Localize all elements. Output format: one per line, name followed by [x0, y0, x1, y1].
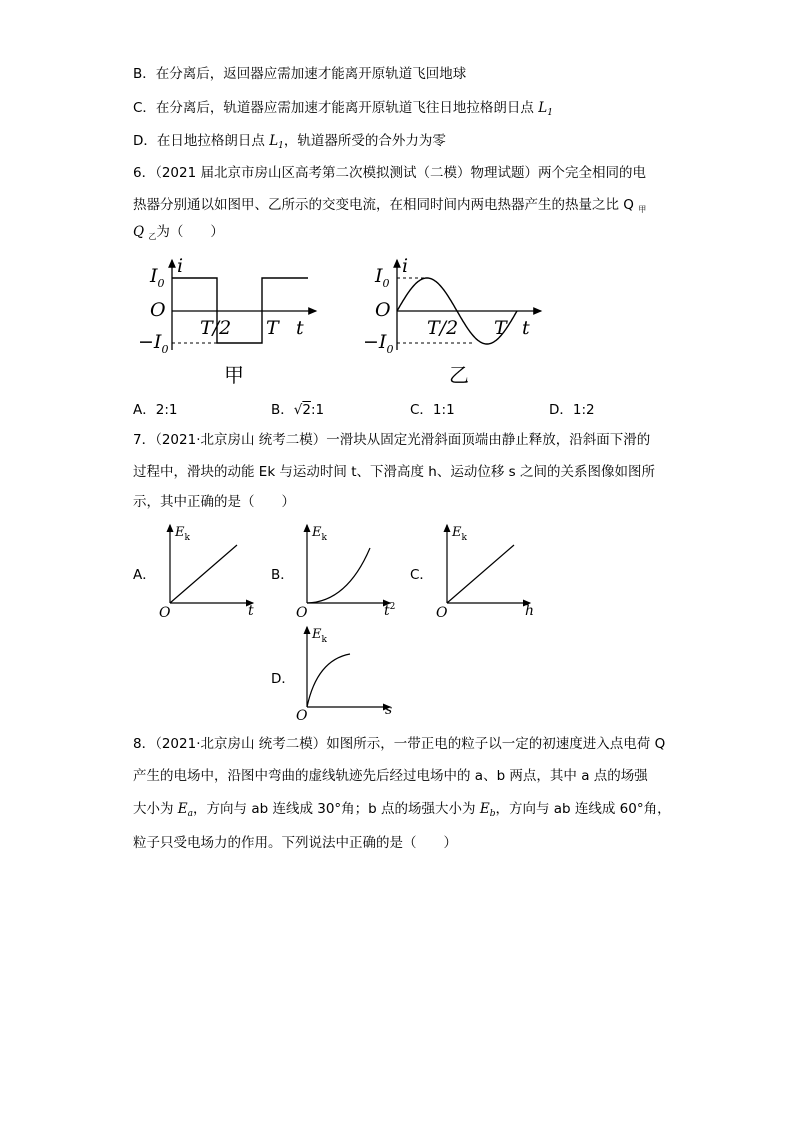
origin-label: O	[375, 299, 391, 321]
q8-stem-line1: 8．（2021·北京房山 统考二模）如图所示，一带正电的粒子以一定的初速度进入点电荷 Q	[133, 736, 666, 752]
q6-option-d: D．1:2	[549, 402, 595, 418]
q7-stem-line3: 示，其中正确的是（ ）	[133, 494, 295, 510]
q6-stem-line1: 6．（2021 届北京市房山区高考第二次模拟测试（二模）物理试题）两个完全相同的电	[133, 165, 646, 181]
svg-text:O: O	[296, 708, 308, 722]
svg-text:s: s	[385, 702, 393, 718]
svg-text:Ek: $E_k$	[175, 525, 190, 543]
x-axis-label: t	[522, 317, 530, 339]
q8-stem-line4: 粒子只受电场力的作用。下列说法中正确的是（ ）	[133, 835, 457, 851]
q6-stem-line3: Q $_乙$为（ ）	[133, 224, 224, 241]
q7-graph-c	[432, 520, 542, 620]
q6-option-a: A．2:1	[133, 402, 178, 418]
q7-option-a-label: A．	[133, 567, 156, 583]
half-period-label: T/2	[427, 317, 459, 339]
q7-graph-d	[292, 622, 402, 722]
q7-option-d-label: D．	[271, 671, 295, 687]
q7-option-b-label: B．	[271, 567, 294, 583]
caption-yi: 乙	[449, 363, 469, 387]
neg-i0-label: $-I_0$	[363, 331, 394, 356]
period-label: T	[494, 317, 507, 339]
i0-label: $I_0$	[150, 265, 165, 290]
q7-stem-line1: 7．（2021·北京房山 统考二模）一滑块从固定光滑斜面顶端由静止释放，沿斜面下滑的	[133, 432, 651, 448]
neg-i0-label: $-I_0$	[138, 331, 169, 356]
svg-text:Ek: $E_k$	[312, 525, 327, 543]
svg-text:t: t	[248, 603, 254, 619]
q7-graph-a	[155, 520, 265, 620]
square-wave-figure	[130, 250, 320, 390]
q7-stem-line2: 过程中，滑块的动能 Ek 与运动时间 t、下滑高度 h、运动位移 s 之间的关系图像如图所	[133, 464, 655, 480]
y-axis-label: i	[402, 255, 409, 277]
q8-stem-line3: 大小为 $E_a$，方向与 ab 连线成 30°角；b 点的场强大小为 $E_b$，方向与 ab 连线成 60°角，	[133, 801, 671, 819]
q7-option-c-label: C．	[410, 567, 433, 583]
sine-wave-figure	[357, 250, 547, 390]
q7-graph-b	[292, 520, 402, 620]
i0-label: $I_0$	[375, 265, 390, 290]
origin-label: O	[150, 299, 166, 321]
svg-text:h: h	[525, 603, 535, 619]
q5-option-d: D．在日地拉格朗日点 $L_1$，轨道器所受的合外力为零	[133, 133, 446, 151]
q6-option-c: C．1:1	[410, 402, 455, 418]
svg-text:Ek: $E_k$	[452, 525, 467, 543]
half-period-label: T/2	[200, 317, 232, 339]
q6-option-b: B．√2:1	[271, 402, 325, 418]
svg-text:t2: $t^2$	[384, 602, 396, 619]
q5-option-c: C．在分离后，轨道器应需加速才能离开原轨道飞往日地拉格朗日点 $L_1$	[133, 100, 553, 118]
caption-jia: 甲	[224, 363, 244, 387]
linear-curve	[447, 545, 514, 603]
linear-curve	[170, 545, 237, 603]
q6-stem-line2: 热器分别通以如图甲、乙所示的交变电流，在相同时间内两电热器产生的热量之比 Q $_甲$	[133, 197, 647, 214]
q8-stem-line2: 产生的电场中，沿图中弯曲的虚线轨迹先后经过电场中的 a、b 两点，其中 a 点的场强	[133, 768, 648, 784]
svg-text:Ek: $E_k$	[312, 627, 327, 645]
concave-down-curve	[307, 654, 350, 707]
x-axis-label: t	[296, 317, 304, 339]
q5-option-b: B．在分离后，返回器应需加速才能离开原轨道飞回地球	[133, 66, 467, 82]
period-label: T	[266, 317, 279, 339]
y-axis-label: i	[177, 255, 184, 277]
svg-text:O: O	[436, 605, 448, 620]
concave-up-curve	[307, 548, 370, 603]
svg-text:O: O	[159, 605, 171, 620]
svg-text:O: O	[296, 605, 308, 620]
